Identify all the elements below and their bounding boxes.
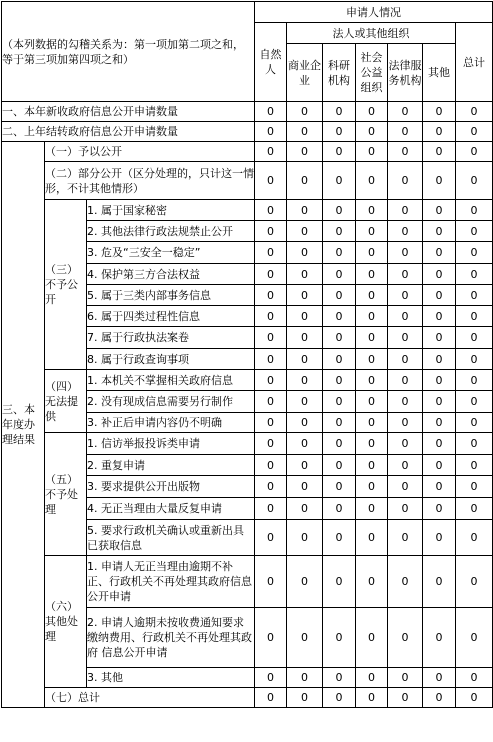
value-cell: 0: [356, 498, 388, 520]
sub-row-label: 4. 无正当理由大量反复申请: [87, 498, 255, 520]
table-row: [2, 370, 493, 391]
value-cell: 0: [423, 264, 456, 285]
value-cell: 0: [255, 608, 287, 668]
value-cell: 0: [323, 391, 356, 413]
value-cell: 0: [287, 608, 323, 668]
value-cell: 0: [356, 413, 388, 433]
value-cell: 0: [423, 327, 456, 349]
value-cell: 0: [287, 556, 323, 608]
sub-row-label: 3. 其他: [87, 668, 255, 688]
value-cell: 0: [287, 162, 323, 200]
value-cell: 0: [255, 391, 287, 413]
sub-row-label: 7. 属于行政执法案卷: [87, 327, 255, 349]
value-cell: 0: [323, 306, 356, 327]
value-cell: 0: [255, 455, 287, 476]
value-cell: 0: [255, 370, 287, 391]
value-cell: 0: [456, 306, 493, 327]
row-label: （一）予以公开: [45, 142, 255, 162]
value-cell: 0: [388, 391, 423, 413]
header-commercial: 商业企业: [287, 44, 323, 102]
sub-row-label: 1. 信访举报投诉类申请: [87, 433, 255, 455]
value-cell: 0: [423, 668, 456, 688]
value-cell: 0: [255, 433, 287, 455]
value-cell: 0: [388, 688, 423, 708]
group-label: （六）其他处理: [45, 556, 87, 688]
value-cell: 0: [356, 142, 388, 162]
value-cell: 0: [456, 327, 493, 349]
table-row: [2, 142, 493, 162]
value-cell: 0: [388, 242, 423, 264]
value-cell: 0: [323, 242, 356, 264]
row-label: （七）总计: [45, 688, 255, 708]
sub-row-label: 1. 本机关不掌握相关政府信息: [87, 370, 255, 391]
group-label: （五）不予处理: [45, 433, 87, 556]
value-cell: 0: [255, 688, 287, 708]
value-cell: 0: [255, 122, 287, 142]
value-cell: 0: [356, 556, 388, 608]
header-legal-group: 法人或其他组织: [287, 23, 456, 44]
value-cell: 0: [423, 221, 456, 242]
sub-row-label: 1. 申请人无正当理由逾期不补正、行政机关不再处理其政府信息公开申请: [87, 556, 255, 608]
value-cell: 0: [356, 349, 388, 370]
value-cell: 0: [423, 608, 456, 668]
sub-row-label: 1. 属于国家秘密: [87, 200, 255, 221]
value-cell: 0: [388, 349, 423, 370]
value-cell: 0: [323, 498, 356, 520]
sub-row-label: 3. 补正后申请内容仍不明确: [87, 413, 255, 433]
value-cell: 0: [323, 327, 356, 349]
value-cell: 0: [255, 556, 287, 608]
sub-row-label: 2. 没有现成信息需要另行制作: [87, 391, 255, 413]
value-cell: 0: [287, 102, 323, 122]
value-cell: 0: [356, 327, 388, 349]
value-cell: 0: [356, 122, 388, 142]
sub-row-label: 2. 重复申请: [87, 455, 255, 476]
sub-row-label: 3. 危及“三安全一稳定”: [87, 242, 255, 264]
value-cell: 0: [388, 455, 423, 476]
header-total: 总计: [456, 23, 493, 102]
value-cell: 0: [287, 688, 323, 708]
value-cell: 0: [423, 455, 456, 476]
section3-label: 三、本年度办理结果: [2, 142, 45, 708]
value-cell: 0: [356, 285, 388, 306]
value-cell: 0: [456, 142, 493, 162]
header-social: 社会公益组织: [356, 44, 388, 102]
sub-row-label: 5. 要求行政机关确认或重新出具已获取信息: [87, 520, 255, 556]
value-cell: 0: [255, 476, 287, 498]
value-cell: 0: [388, 556, 423, 608]
value-cell: 0: [356, 306, 388, 327]
value-cell: 0: [356, 608, 388, 668]
value-cell: 0: [423, 122, 456, 142]
value-cell: 0: [423, 200, 456, 221]
value-cell: 0: [456, 264, 493, 285]
value-cell: 0: [323, 162, 356, 200]
header-research: 科研机构: [323, 44, 356, 102]
value-cell: 0: [323, 688, 356, 708]
sub-row-label: 8. 属于行政查询事项: [87, 349, 255, 370]
value-cell: 0: [388, 668, 423, 688]
sub-row-label: 4. 保护第三方合法权益: [87, 264, 255, 285]
value-cell: 0: [456, 349, 493, 370]
value-cell: 0: [388, 370, 423, 391]
value-cell: 0: [255, 200, 287, 221]
value-cell: 0: [255, 102, 287, 122]
value-cell: 0: [287, 349, 323, 370]
value-cell: 0: [356, 370, 388, 391]
value-cell: 0: [287, 413, 323, 433]
value-cell: 0: [255, 306, 287, 327]
value-cell: 0: [423, 242, 456, 264]
value-cell: 0: [388, 520, 423, 556]
value-cell: 0: [423, 391, 456, 413]
value-cell: 0: [255, 520, 287, 556]
value-cell: 0: [456, 285, 493, 306]
value-cell: 0: [255, 162, 287, 200]
value-cell: 0: [388, 122, 423, 142]
header-legal-service: 法律服务机构: [388, 44, 423, 102]
table-row: [2, 200, 493, 221]
value-cell: 0: [255, 242, 287, 264]
value-cell: 0: [388, 476, 423, 498]
value-cell: 0: [323, 102, 356, 122]
value-cell: 0: [456, 520, 493, 556]
value-cell: 0: [388, 200, 423, 221]
value-cell: 0: [423, 349, 456, 370]
value-cell: 0: [456, 608, 493, 668]
value-cell: 0: [456, 162, 493, 200]
value-cell: 0: [323, 668, 356, 688]
value-cell: 0: [456, 433, 493, 455]
value-cell: 0: [255, 285, 287, 306]
value-cell: 0: [323, 285, 356, 306]
value-cell: 0: [287, 264, 323, 285]
value-cell: 0: [423, 102, 456, 122]
value-cell: 0: [356, 688, 388, 708]
value-cell: 0: [356, 668, 388, 688]
value-cell: 0: [423, 476, 456, 498]
value-cell: 0: [287, 370, 323, 391]
row-label: 一、本年新收政府信息公开申请数量: [2, 102, 255, 122]
value-cell: 0: [356, 455, 388, 476]
value-cell: 0: [323, 370, 356, 391]
value-cell: 0: [388, 221, 423, 242]
value-cell: 0: [456, 242, 493, 264]
sub-row-label: 3. 要求提供公开出版物: [87, 476, 255, 498]
gov-info-disclosure-table: [1, 1, 493, 708]
value-cell: 0: [356, 433, 388, 455]
value-cell: 0: [287, 391, 323, 413]
value-cell: 0: [323, 142, 356, 162]
value-cell: 0: [287, 242, 323, 264]
value-cell: 0: [323, 556, 356, 608]
group-label: （三）不予公开: [45, 200, 87, 370]
value-cell: 0: [323, 433, 356, 455]
value-cell: 0: [388, 433, 423, 455]
value-cell: 0: [456, 122, 493, 142]
table-row: [2, 688, 493, 708]
row-label: 二、上年结转政府信息公开申请数量: [2, 122, 255, 142]
value-cell: 0: [423, 142, 456, 162]
value-cell: 0: [323, 413, 356, 433]
value-cell: 0: [356, 476, 388, 498]
value-cell: 0: [287, 306, 323, 327]
value-cell: 0: [456, 102, 493, 122]
value-cell: 0: [323, 520, 356, 556]
value-cell: 0: [356, 102, 388, 122]
value-cell: 0: [356, 162, 388, 200]
value-cell: 0: [388, 102, 423, 122]
value-cell: 0: [456, 200, 493, 221]
value-cell: 0: [356, 520, 388, 556]
value-cell: 0: [388, 162, 423, 200]
value-cell: 0: [423, 688, 456, 708]
value-cell: 0: [323, 608, 356, 668]
value-cell: 0: [356, 391, 388, 413]
table-row: [2, 556, 493, 608]
value-cell: 0: [323, 122, 356, 142]
value-cell: 0: [323, 476, 356, 498]
value-cell: 0: [255, 327, 287, 349]
table-row: [2, 102, 493, 122]
value-cell: 0: [456, 498, 493, 520]
value-cell: 0: [456, 455, 493, 476]
value-cell: 0: [423, 162, 456, 200]
value-cell: 0: [388, 608, 423, 668]
value-cell: 0: [388, 285, 423, 306]
value-cell: 0: [456, 413, 493, 433]
value-cell: 0: [423, 520, 456, 556]
value-cell: 0: [388, 327, 423, 349]
sub-row-label: 2. 申请人逾期未按收费通知要求缴纳费用、行政机关不再处理其政府 信息公开申请: [87, 608, 255, 668]
value-cell: 0: [423, 556, 456, 608]
value-cell: 0: [388, 306, 423, 327]
value-cell: 0: [323, 455, 356, 476]
sub-row-label: 5. 属于三类内部事务信息: [87, 285, 255, 306]
value-cell: 0: [287, 285, 323, 306]
value-cell: 0: [423, 413, 456, 433]
value-cell: 0: [287, 122, 323, 142]
value-cell: 0: [287, 498, 323, 520]
value-cell: 0: [456, 556, 493, 608]
group-label: （四）无法提供: [45, 370, 87, 433]
header-applicant: 申请人情况: [255, 2, 493, 23]
value-cell: 0: [456, 668, 493, 688]
table-row: [2, 162, 493, 200]
value-cell: 0: [287, 221, 323, 242]
value-cell: 0: [287, 200, 323, 221]
value-cell: 0: [423, 285, 456, 306]
value-cell: 0: [456, 221, 493, 242]
value-cell: 0: [255, 498, 287, 520]
value-cell: 0: [287, 668, 323, 688]
value-cell: 0: [356, 242, 388, 264]
value-cell: 0: [388, 264, 423, 285]
value-cell: 0: [456, 391, 493, 413]
table-row: [2, 122, 493, 142]
value-cell: 0: [323, 221, 356, 242]
value-cell: 0: [255, 349, 287, 370]
header-note: （本列数据的勾稽关系为：第一项加第二项之和，等于第三项加第四项之和）: [2, 2, 255, 102]
row-label: （二）部分公开（区分处理的，只计这一情形，不计其他情形）: [45, 162, 255, 200]
table-row: [2, 433, 493, 455]
value-cell: 0: [456, 476, 493, 498]
value-cell: 0: [323, 200, 356, 221]
value-cell: 0: [255, 413, 287, 433]
value-cell: 0: [255, 142, 287, 162]
value-cell: 0: [255, 668, 287, 688]
value-cell: 0: [323, 349, 356, 370]
value-cell: 0: [423, 498, 456, 520]
value-cell: 0: [388, 413, 423, 433]
value-cell: 0: [388, 142, 423, 162]
sub-row-label: 6. 属于四类过程性信息: [87, 306, 255, 327]
value-cell: 0: [287, 455, 323, 476]
value-cell: 0: [423, 370, 456, 391]
value-cell: 0: [388, 498, 423, 520]
value-cell: 0: [323, 264, 356, 285]
header-other: 其他: [423, 44, 456, 102]
value-cell: 0: [287, 433, 323, 455]
value-cell: 0: [423, 433, 456, 455]
value-cell: 0: [255, 221, 287, 242]
value-cell: 0: [356, 200, 388, 221]
value-cell: 0: [456, 688, 493, 708]
value-cell: 0: [287, 327, 323, 349]
value-cell: 0: [423, 306, 456, 327]
value-cell: 0: [287, 476, 323, 498]
value-cell: 0: [287, 142, 323, 162]
value-cell: 0: [255, 264, 287, 285]
value-cell: 0: [456, 370, 493, 391]
header-natural-person: 自然人: [255, 23, 287, 102]
value-cell: 0: [287, 520, 323, 556]
sub-row-label: 2. 其他法律行政法规禁止公开: [87, 221, 255, 242]
value-cell: 0: [356, 221, 388, 242]
value-cell: 0: [356, 264, 388, 285]
